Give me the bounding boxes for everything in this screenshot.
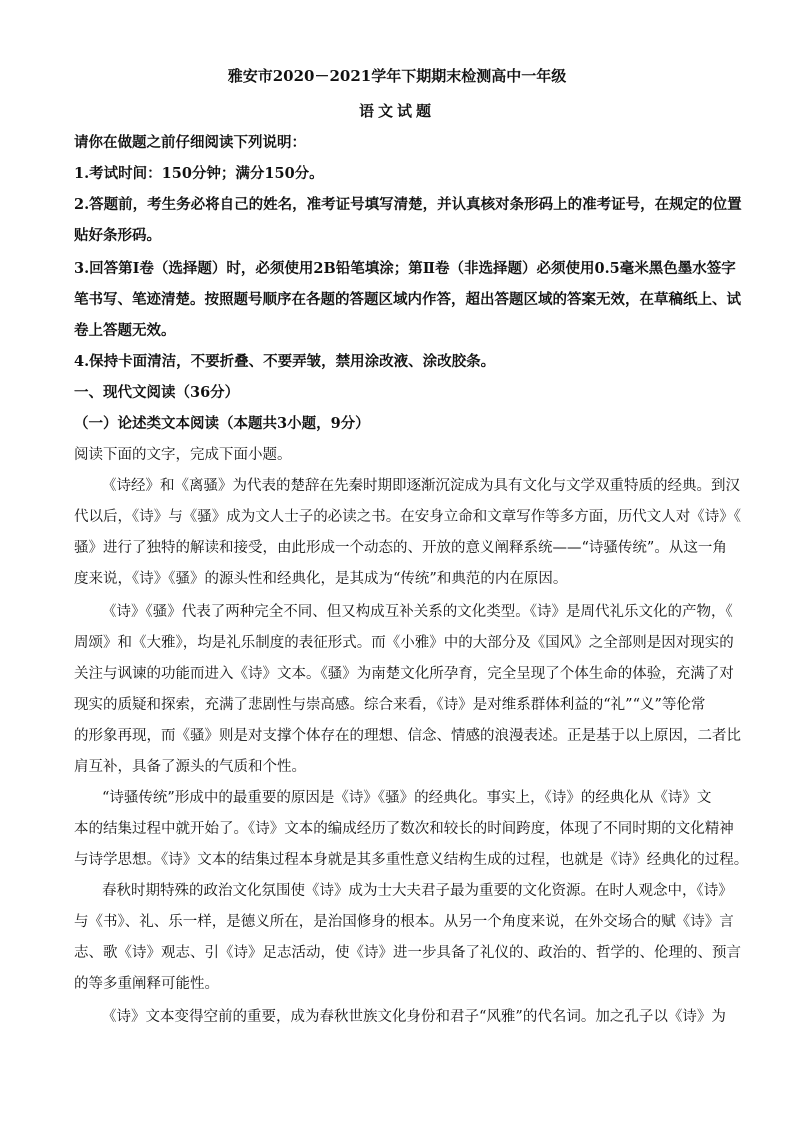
passage-p2-line-6: 肩互补，具备了源头的气质和个性。 xyxy=(74,759,306,775)
passage-p5-line-1: 《诗》文本变得空前的重要，成为春秋世族文化身份和君子“风雅”的代名词。加之孔子以《诗》为 xyxy=(102,1009,726,1025)
passage-p1-line-3: 骚》进行了独特的解读和接受，由此形成一个动态的、开放的意义阐释系统——“诗骚传统”。从这一角 xyxy=(74,540,727,556)
passage-p4-line-3: 志、歌《诗》观志、引《诗》足志活动，使《诗》进一步具备了礼仪的、政治的、哲学的、伦理的、预言 xyxy=(74,945,741,961)
passage-p4-line-4: 的等多重阐释可能性。 xyxy=(74,976,219,992)
passage-p3-line-3: 与诗学思想。《诗》文本的结集过程本身就是其多重性意义结构生成的过程，也就是《诗》经典化的过程。 xyxy=(74,852,749,868)
passage-p2-line-4: 现实的质疑和探索，充满了悲剧性与崇高感。综合来看，《诗》是对维系群体利益的“礼”“义”等伦常 xyxy=(74,697,706,713)
section-heading: 一、现代文阅读（36分） xyxy=(74,384,240,401)
subsection-heading: （一）论述类文本阅读（本题共3小题，9分） xyxy=(74,415,370,432)
passage-p4-line-1: 春秋时期特殊的政治文化氛围使《诗》成为士大夫君子最为重要的文化资源。在时人观念中，《诗》 xyxy=(102,883,733,899)
exam-subtitle: 语文试题 xyxy=(358,102,435,120)
exam-title: 雅安市2020－2021学年下期期末检测高中一年级 xyxy=(227,67,567,85)
passage-p3-line-1: “诗骚传统”形成中的最重要的原因是《诗》《骚》的经典化。事实上，《诗》的经典化从《诗》文 xyxy=(102,790,712,806)
passage-p2-line-3: 关注与讽谏的功能而进入《诗》文本。《骚》为南楚文化所孕育，完全呈现了个体生命的体验，充满了对 xyxy=(74,666,734,682)
passage-p2-line-2: 周颂》和《大雅》，均是礼乐制度的表征形式。而《小雅》中的大部分及《国风》之全部则是因对现实的 xyxy=(74,635,734,651)
passage-p3-line-2: 本的结集过程中就开始了。《诗》文本的编成经历了数次和较长的时间跨度，体现了不同时期的文化精神 xyxy=(74,821,734,837)
instructions-intro: 请你在做题之前仔细阅读下列说明： xyxy=(74,134,306,151)
passage-p2-line-1: 《诗》《骚》代表了两种完全不同、但又构成互补关系的文化类型。《诗》是周代礼乐文化的产物，《 xyxy=(102,604,733,620)
instruction-item-1: 1.考试时间：150分钟；满分150分。 xyxy=(74,165,324,182)
instruction-item-2-line-1: 2.答题前，考生务必将自己的姓名，准考证号填写清楚，并认真核对条形码上的准考证号，在规定的位置 xyxy=(74,196,742,213)
passage-p1-line-1: 《诗经》和《离骚》为代表的楚辞在先秦时期即逐渐沉淀成为具有文化与文学双重特质的经典。到汉 xyxy=(102,478,740,494)
instruction-item-4: 4.保持卡面清洁，不要折叠、不要弄皱，禁用涂改液、涂改胶条。 xyxy=(74,353,496,370)
instruction-item-3-line-2: 笔书写、笔迹清楚。按照题号顺序在各题的答题区域内作答，超出答题区域的答案无效，在草稿纸上、试 xyxy=(74,291,741,308)
instruction-item-3-line-3: 卷上答题无效。 xyxy=(74,322,176,339)
instruction-item-2-line-2: 贴好条形码。 xyxy=(74,227,161,244)
reading-prompt: 阅读下面的文字，完成下面小题。 xyxy=(74,447,292,463)
passage-p4-line-2: 与《书》、礼、乐一样，是德义所在，是治国修身的根本。从另一个角度来说，在外交场合的赋《诗》言 xyxy=(74,914,734,930)
passage-p2-line-5: 的形象再现，而《骚》则是对支撑个体存在的理想、信念、情感的浪漫表述。正是基于以上原因，二者比 xyxy=(74,728,741,744)
passage-p1-line-2: 代以后，《诗》与《骚》成为文人士子的必读之书。在安身立命和文章写作等多方面，历代文人对《诗》《 xyxy=(74,509,741,525)
passage-p1-line-4: 度来说，《诗》《骚》的源头性和经典化，是其成为“传统”和典范的内在原因。 xyxy=(74,571,568,587)
instruction-item-3-line-1: 3.回答第Ⅰ卷（选择题）时，必须使用2B铅笔填涂；第Ⅱ卷（非选择题）必须使用0.5毫米黑色墨水签字 xyxy=(74,260,736,277)
